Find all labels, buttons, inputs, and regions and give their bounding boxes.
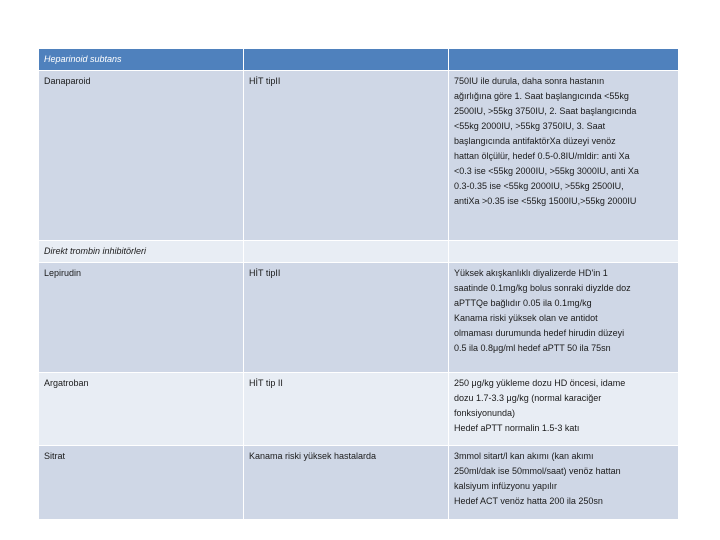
- drug-name: Sitrat: [39, 446, 244, 520]
- dosage-text: [449, 263, 679, 373]
- dosage-line: saatinde 0.1mg/kg bolus sonraki diyzlde doz: [454, 283, 631, 293]
- dosage-line: hattan ölçülür, hedef 0.5-0.8IU/mldir: anti Xa: [454, 151, 630, 161]
- indication: Kanama riski yüksek hastalarda: [244, 446, 449, 520]
- dosage-line: aPTTQe bağlıdır 0.05 ila 0.1mg/kg: [454, 298, 592, 308]
- dosage-line: <55kg 2000IU, >55kg 3750IU, 3. Saat: [454, 121, 606, 131]
- dosage-line: fonksiyonunda): [454, 408, 516, 418]
- drug-name: Argatroban: [39, 373, 244, 446]
- drug-name: Lepirudin: [39, 263, 244, 373]
- section-empty-cell: [244, 241, 449, 263]
- indication: HİT tipII: [244, 71, 449, 241]
- anticoagulant-table: [38, 48, 679, 520]
- dosage-line: olmaması durumunda hedef hirudin düzeyi: [454, 328, 625, 338]
- dosage-line: Hedef ACT venöz hatta 200 ila 250sn: [454, 496, 603, 506]
- dosage-line: antiXa >0.35 ise <55kg 1500IU,>55kg 2000IU: [454, 196, 637, 206]
- dosage-line: <0.3 ise <55kg 2000IU, >55kg 3000IU, anti Xa: [454, 166, 639, 176]
- table-row: [39, 71, 679, 241]
- indication: HİT tip II: [244, 373, 449, 446]
- table-row: [39, 263, 679, 373]
- dosage-line: Yüksek akışkanlıklı diyalizerde HD'in 1: [454, 268, 608, 278]
- table-row: [39, 373, 679, 446]
- dosage-text: [449, 373, 679, 446]
- dosage-line: 3mmol sitart/l kan akımı (kan akımı: [454, 451, 594, 461]
- dosage-line: 0.3-0.35 ise <55kg 2000IU, >55kg 2500IU,: [454, 181, 624, 191]
- indication: HİT tipII: [244, 263, 449, 373]
- dosage-line: 750IU ile durula, daha sonra hastanın: [454, 76, 605, 86]
- drug-name: Danaparoid: [39, 71, 244, 241]
- dosage-line: 250ml/dak ise 50mmol/saat) venöz hattan: [454, 466, 621, 476]
- dosage-line: ağırlığına göre 1. Saat başlangıcında <55kg: [454, 91, 629, 101]
- dosage-line: 250 μg/kg yükleme dozu HD öncesi, idame: [454, 378, 626, 388]
- section-empty-cell: [449, 241, 679, 263]
- table-header-row: [39, 49, 679, 71]
- dosage-line: 0.5 ila 0.8μg/ml hedef aPTT 50 ila 75sn: [454, 343, 611, 353]
- dosage-line: Kanama riski yüksek olan ve antidot: [454, 313, 598, 323]
- dosage-text: [449, 71, 679, 241]
- section-title: Direkt trombin inhibitörleri: [39, 241, 244, 263]
- dosage-line: 2500IU, >55kg 3750IU, 2. Saat başlangıcında: [454, 106, 637, 116]
- header-empty-cell: [449, 49, 679, 71]
- dosage-line: dozu 1.7-3.3 μg/kg (normal karaciğer: [454, 393, 602, 403]
- header-empty-cell: [244, 49, 449, 71]
- dosage-line: başlangıcında antifaktörXa düzeyi venöz: [454, 136, 616, 146]
- dosage-line: Hedef aPTT normalin 1.5-3 katı: [454, 423, 580, 433]
- section-row: [39, 241, 679, 263]
- table-row: [39, 446, 679, 520]
- header-title: Heparinoid subtans: [39, 49, 244, 71]
- dosage-text: [449, 446, 679, 520]
- dosage-line: kalsiyum infüzyonu yapılır: [454, 481, 558, 491]
